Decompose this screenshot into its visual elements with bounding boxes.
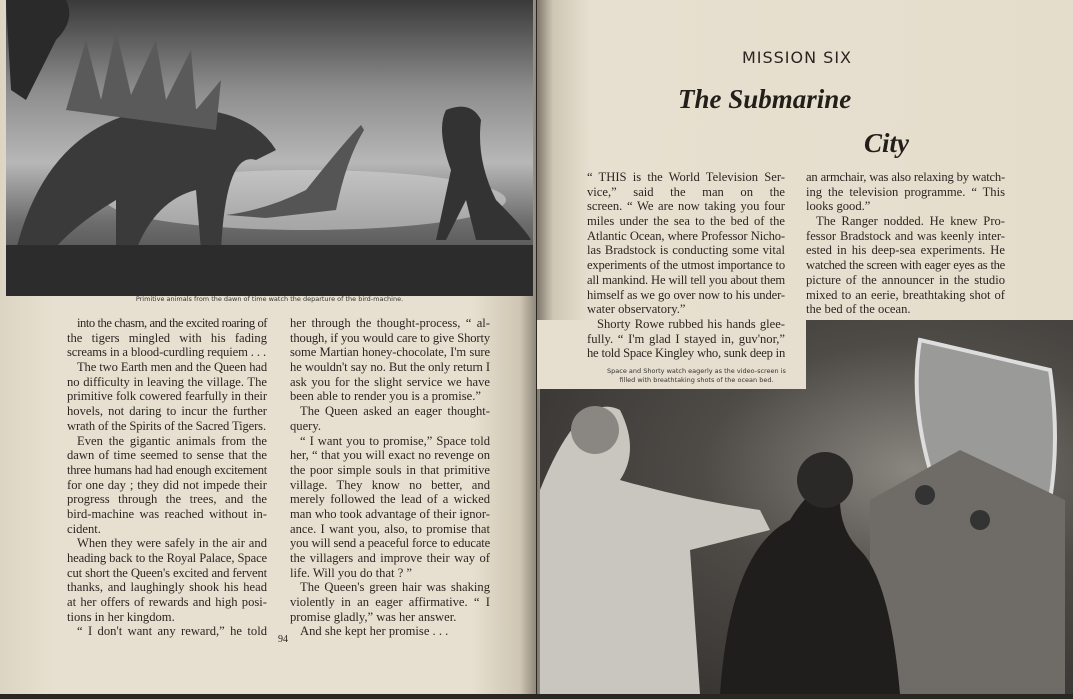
text-line: village. They know no better, and: [290, 477, 490, 492]
text-line: ested in his deep-sea experiments. He: [806, 243, 1005, 258]
text-line: dawn of time seemed to sense that the: [67, 448, 267, 463]
paragraph: [67, 360, 267, 433]
paragraph: [290, 316, 490, 404]
paragraph: [67, 536, 267, 624]
text-line: fessor Bradstock and was keenly inter-: [806, 228, 1005, 243]
text-line: ing the television programme. “ This: [806, 184, 1005, 199]
text-line: at her offers of rewards and high posi-: [67, 595, 267, 610]
text-line: the bed of the ocean.: [806, 302, 911, 317]
text-line: “ I don't want any reward,” he told: [77, 624, 267, 639]
chapter-title-line2: City: [864, 128, 909, 158]
text-line: some Martian honey-chocolate, I'm sure: [290, 345, 490, 360]
paragraph: [290, 624, 490, 639]
text-line: experiments of the utmost importance to: [587, 258, 785, 273]
text-line: no difficulty in leaving the village. The: [67, 374, 267, 389]
text-line: the tigers mingled with his fading: [67, 330, 267, 345]
text-line: tions in her kingdom.: [67, 609, 175, 624]
text-line: vice,” said the man on the: [587, 184, 785, 199]
text-column: [806, 170, 1005, 317]
text-line: the villagers and improve their way of: [290, 551, 490, 565]
text-line: progress through the trees, and the: [67, 492, 267, 507]
text-line: Shorty Rowe rubbed his hands glee-: [597, 316, 785, 331]
paragraph: [290, 580, 490, 624]
paragraph: [806, 170, 1005, 214]
text-line: promise gladly,” was her answer.: [290, 609, 457, 624]
text-column: [67, 316, 267, 639]
text-line: query.: [290, 418, 322, 433]
text-line: las Bradstock is conducting some vital: [587, 243, 785, 258]
text-line: merely followed the lead of a wicked: [290, 492, 490, 507]
chapter-title-line1: The Submarine: [678, 84, 852, 114]
text-line: When they were safely in the air and: [77, 536, 267, 551]
text-line: an armchair, was also relaxing by watch-: [806, 170, 1005, 184]
text-line: The two Earth men and the Queen had: [77, 360, 267, 375]
text-line: cident.: [67, 521, 101, 536]
dinosaur-scene-image: [6, 0, 533, 296]
paragraph: [587, 170, 785, 317]
text-line: himself as we go over now to his under-: [587, 287, 785, 302]
text-line: looks good.”: [806, 199, 871, 214]
text-line: violently in an eager affirmative. “ I: [290, 595, 490, 610]
text-line: primitive folk cowered fearfully in their: [67, 389, 267, 404]
text-line: three humans had had enough excitement: [67, 462, 267, 477]
text-line: ance. I want you, also, to promise that: [290, 521, 490, 536]
text-line: wrath of the Spirits of the Sacred Tigers.: [67, 418, 266, 433]
text-line: he wouldn't say no. But the only return I: [290, 360, 490, 375]
illustration-caption-line1: Space and Shorty watch eagerly as the video-screen is: [607, 367, 786, 375]
text-line: Even the gigantic animals from the: [77, 433, 267, 448]
text-line: man who took advantage of their ignor-: [290, 506, 490, 521]
text-line: cut short the Queen's excited and fervent: [67, 565, 267, 580]
text-line: The Queen's green hair was shaking: [300, 580, 490, 595]
text-line: The Queen asked an eager thought-: [300, 404, 490, 419]
text-line: her through the thought-process, “ al-: [290, 316, 490, 330]
text-column: [587, 170, 785, 361]
text-line: her, “ that you will exact no revenge on: [290, 448, 490, 463]
text-line: for one day ; they did not impede their: [67, 477, 267, 492]
text-line: ask you for the slight service we have: [290, 374, 490, 389]
text-line: screen. “ We are now taking you four: [587, 199, 785, 214]
paragraph: [290, 404, 490, 433]
text-line: all mankind. He will tell you about them: [587, 272, 785, 287]
illustration-caption-box: [587, 364, 806, 389]
text-line: hovels, not daring to incur the further: [67, 404, 267, 419]
paragraph: [67, 434, 267, 537]
text-line: the poor simple souls in that primitive: [290, 462, 490, 477]
text-line: heading back to the Royal Palace, Space: [67, 551, 267, 565]
text-line: though, if you would care to give Shorty: [290, 330, 490, 345]
paragraph: [806, 214, 1005, 317]
text-line: Atlantic Ocean, where Professor Nicho-: [587, 228, 785, 243]
text-line: he told Space Kingley who, sunk deep in: [587, 346, 785, 361]
dinosaur-illustration: [6, 0, 533, 296]
illustration-caption-line2: filled with breathtaking shots of the ocean bed.: [619, 376, 774, 384]
text-line: watched the screen with eager eyes as the: [806, 258, 1005, 273]
text-column: [290, 316, 490, 639]
text-line: you will send a peaceful force to educate: [290, 536, 490, 551]
text-line: And she kept her promise . . .: [300, 624, 449, 639]
text-line: been able to render you is a promise.”: [290, 389, 481, 404]
text-line: picture of the announcer in the studio: [806, 272, 1005, 287]
text-line: life. Will you do that ? ”: [290, 565, 413, 580]
chapter-label: [537, 48, 1073, 67]
text-line: “ THIS is the World Television Ser-: [587, 170, 785, 184]
text-line: fully. “ I'm glad I stayed in, guv'nor,”: [587, 331, 785, 346]
left-page: [0, 0, 536, 694]
text-line: miles under the sea to the bed of the: [587, 214, 785, 229]
illustration-caption: Primitive animals from the dawn of time watch the departure of the bird-machine.: [135, 295, 404, 303]
mission-label: MISSION SIX: [741, 48, 853, 67]
text-line: “ I want you to promise,” Space told: [300, 433, 490, 448]
text-line: water observatory.”: [587, 302, 686, 317]
paragraph: [290, 434, 490, 581]
text-line: bird-machine was reached without in-: [67, 506, 267, 521]
text-line: into the chasm, and the excited roaring of: [77, 316, 267, 330]
paragraph: [67, 316, 267, 360]
right-page: [537, 0, 1073, 694]
page-number: 94: [278, 634, 288, 645]
text-line: The Ranger nodded. He knew Pro-: [816, 214, 1005, 229]
text-line: thanks, and laughingly shook his head: [67, 580, 267, 595]
text-line: mixed to an eerie, breathtaking shot of: [806, 287, 1005, 302]
paragraph: [587, 317, 785, 361]
paragraph: [67, 624, 267, 639]
text-line: screams in a blood-curdling requiem . . .: [67, 345, 266, 360]
